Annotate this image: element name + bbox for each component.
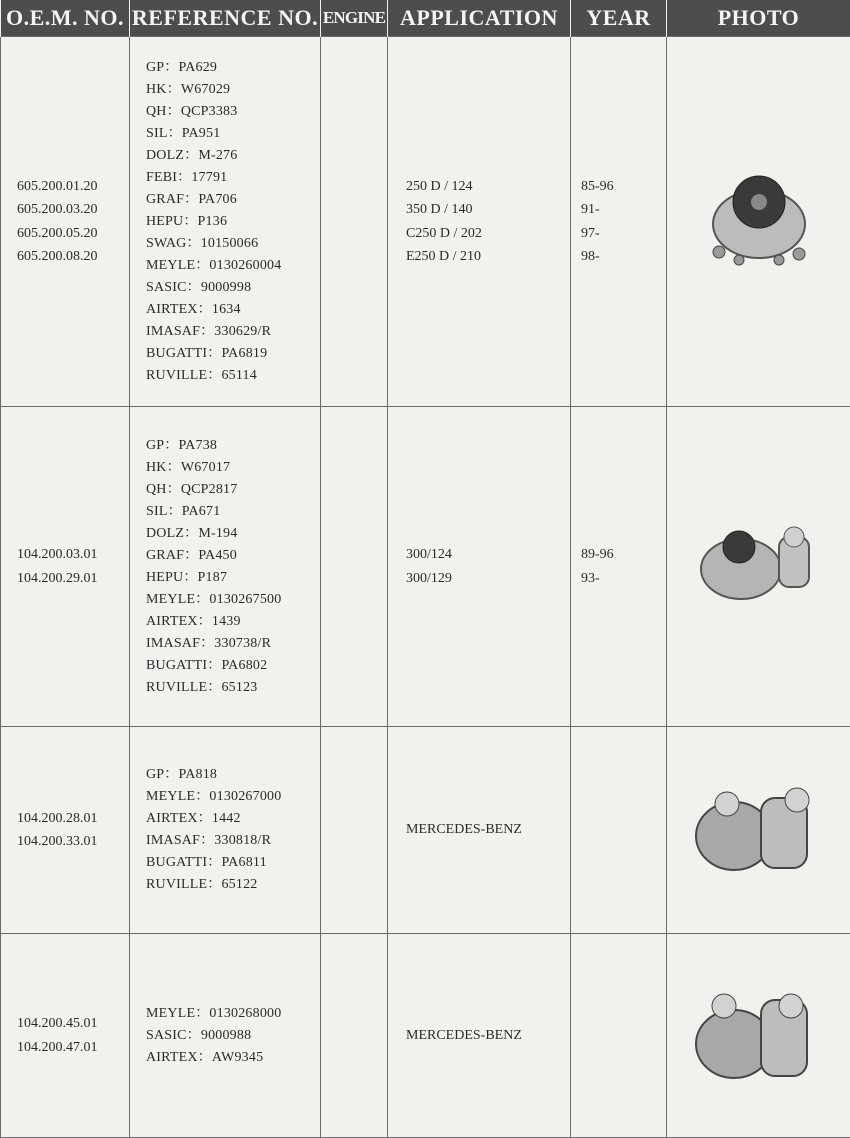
oem-number: 104.200.28.01 (17, 807, 129, 831)
header-oem: O.E.M. NO. (1, 0, 130, 37)
application-item: 300/129 (406, 567, 570, 591)
application-item: 350 D / 140 (406, 198, 570, 222)
oem-number: 104.200.33.01 (17, 830, 129, 854)
reference-number: AIRTEX：1439 (146, 611, 320, 633)
reference-number: DOLZ：M-194 (146, 523, 320, 545)
reference-number: HK：W67017 (146, 457, 320, 479)
oem-cell (1, 934, 130, 1138)
reference-number: BUGATTI：PA6811 (146, 852, 320, 874)
photo-cell (667, 727, 850, 934)
oem-number: 104.200.03.01 (17, 543, 129, 567)
reference-cell (130, 37, 321, 407)
reference-number: FEBI：17791 (146, 167, 320, 189)
reference-number: IMASAF：330738/R (146, 633, 320, 655)
reference-number: SIL：PA951 (146, 123, 320, 145)
year-cell (571, 37, 667, 407)
water-pump-icon (667, 162, 850, 282)
reference-number: HK：W67029 (146, 79, 320, 101)
application-cell (388, 934, 571, 1138)
reference-number: HEPU：P187 (146, 567, 320, 589)
photo-cell (667, 37, 850, 407)
reference-number: MEYLE：0130267500 (146, 589, 320, 611)
table-row (1, 37, 850, 407)
reference-number: GP：PA818 (146, 764, 320, 786)
year-item: 98- (581, 245, 666, 269)
reference-number: SASIC：9000998 (146, 277, 320, 299)
reference-number: SWAG：10150066 (146, 233, 320, 255)
reference-cell (130, 934, 321, 1138)
header-engine: ENGINE (321, 0, 388, 37)
oem-cell (1, 727, 130, 934)
application-item: MERCEDES-BENZ (406, 1024, 570, 1048)
reference-number: IMASAF：330629/R (146, 321, 320, 343)
header-year: YEAR (571, 0, 667, 37)
application-item: MERCEDES-BENZ (406, 818, 570, 842)
engine-cell (321, 727, 388, 934)
engine-cell (321, 407, 388, 727)
reference-number: HEPU：P136 (146, 211, 320, 233)
reference-number: RUVILLE：65114 (146, 365, 320, 387)
year-item: 89-96 (581, 543, 666, 567)
application-item: E250 D / 210 (406, 245, 570, 269)
year-cell (571, 727, 667, 934)
header-row (1, 0, 850, 37)
reference-number: SASIC：9000988 (146, 1025, 320, 1047)
reference-number: GP：PA738 (146, 435, 320, 457)
table-row (1, 934, 850, 1138)
water-pump-icon (667, 976, 850, 1096)
reference-number: DOLZ：M-276 (146, 145, 320, 167)
table-row (1, 407, 850, 727)
reference-number: AIRTEX：1442 (146, 808, 320, 830)
oem-cell (1, 37, 130, 407)
reference-number: SIL：PA671 (146, 501, 320, 523)
oem-number: 104.200.47.01 (17, 1036, 129, 1060)
oem-number: 104.200.45.01 (17, 1012, 129, 1036)
engine-cell (321, 37, 388, 407)
reference-number: RUVILLE：65123 (146, 677, 320, 699)
header-photo: PHOTO (667, 0, 850, 37)
header-reference: REFERENCE NO. (130, 0, 321, 37)
reference-number: MEYLE：0130268000 (146, 1003, 320, 1025)
water-pump-icon (667, 507, 850, 627)
oem-number: 605.200.05.20 (17, 222, 129, 246)
reference-number: AIRTEX：1634 (146, 299, 320, 321)
reference-number: QH：QCP3383 (146, 101, 320, 123)
application-item: 250 D / 124 (406, 175, 570, 199)
application-cell (388, 37, 571, 407)
oem-cell (1, 407, 130, 727)
year-item: 91- (581, 198, 666, 222)
reference-cell (130, 727, 321, 934)
water-pump-icon (667, 770, 850, 890)
reference-number: IMASAF：330818/R (146, 830, 320, 852)
year-item: 93- (581, 567, 666, 591)
engine-cell (321, 934, 388, 1138)
reference-number: MEYLE：0130267000 (146, 786, 320, 808)
oem-number: 104.200.29.01 (17, 567, 129, 591)
reference-number: BUGATTI：PA6802 (146, 655, 320, 677)
reference-cell (130, 407, 321, 727)
year-cell (571, 407, 667, 727)
reference-number: GRAF：PA706 (146, 189, 320, 211)
year-item: 85-96 (581, 175, 666, 199)
year-item: 97- (581, 222, 666, 246)
reference-number: AIRTEX：AW9345 (146, 1047, 320, 1069)
photo-cell (667, 934, 850, 1138)
reference-number: MEYLE：0130260004 (146, 255, 320, 277)
oem-number: 605.200.03.20 (17, 198, 129, 222)
reference-number: BUGATTI：PA6819 (146, 343, 320, 365)
oem-number: 605.200.01.20 (17, 175, 129, 199)
reference-number: QH：QCP2817 (146, 479, 320, 501)
application-cell (388, 727, 571, 934)
reference-number: GRAF：PA450 (146, 545, 320, 567)
application-item: C250 D / 202 (406, 222, 570, 246)
reference-number: RUVILLE：65122 (146, 874, 320, 896)
oem-number: 605.200.08.20 (17, 245, 129, 269)
reference-number: GP：PA629 (146, 57, 320, 79)
year-cell (571, 934, 667, 1138)
application-cell (388, 407, 571, 727)
application-item: 300/124 (406, 543, 570, 567)
header-application: APPLICATION (388, 0, 571, 37)
table-row (1, 727, 850, 934)
photo-cell (667, 407, 850, 727)
